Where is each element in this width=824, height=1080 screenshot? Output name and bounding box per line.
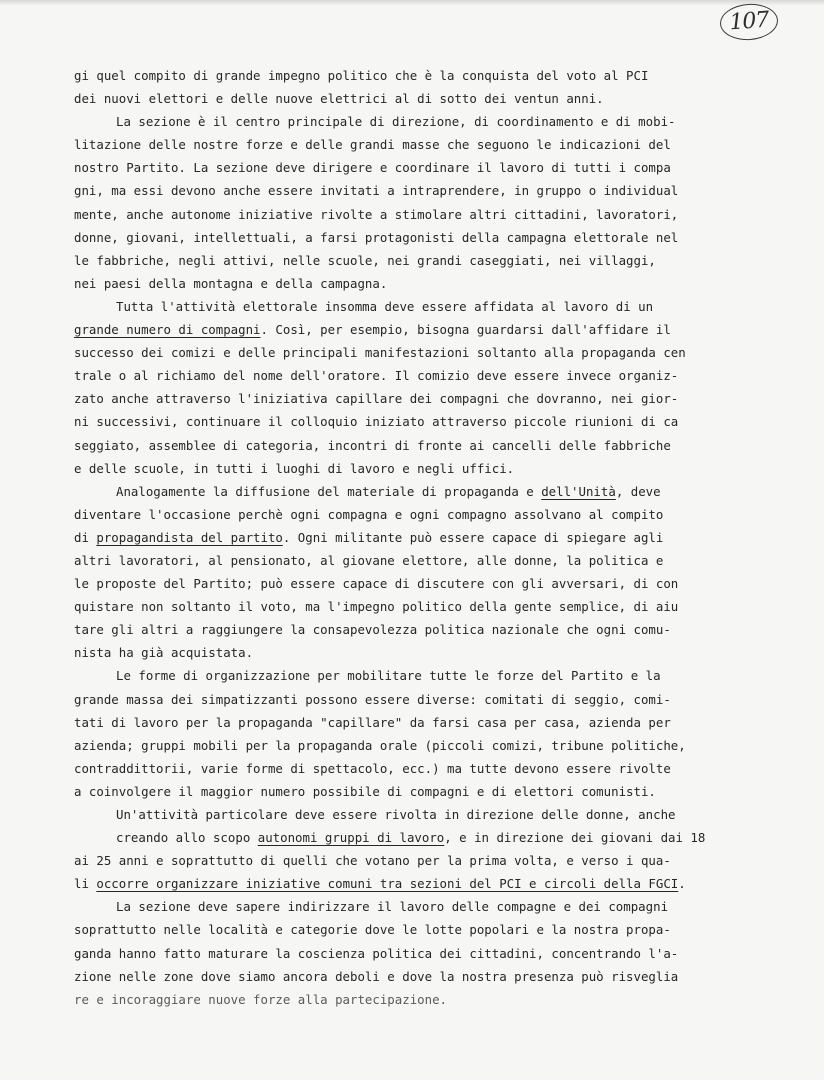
underlined-phrase: propagandista del partito: [96, 529, 283, 545]
line-text: .: [678, 876, 686, 892]
text-line: [74, 503, 764, 526]
text-line: [74, 364, 764, 387]
text-line: [74, 226, 764, 249]
line-text: litazione delle nostre forze e delle grandi masse che seguono le indicazioni del: [74, 137, 671, 153]
line-text: successo dei comizi e delle principali manifestazioni soltanto alla propaganda cen: [74, 345, 686, 361]
text-line: [74, 156, 764, 179]
text-line: [74, 688, 764, 711]
line-text: azienda; gruppi mobili per la propaganda orale (piccoli comizi, tribune politiche,: [74, 737, 686, 753]
line-text: creando allo scopo: [116, 830, 258, 846]
line-text: zione nelle zone dove siamo ancora deboli e dove la nostra presenza può risveglia: [74, 968, 679, 984]
text-line: [74, 942, 764, 965]
underlined-phrase: occorre organizzare iniziative comuni tra sezioni del PCI e circoli della FGCI: [96, 876, 679, 892]
line-text: La sezione è il centro principale di direzione, di coordinamento e di mobi-: [116, 114, 676, 130]
line-text: Analogamente la diffusione del materiale di propaganda e: [116, 483, 542, 499]
text-line: [74, 780, 764, 803]
page-number: 107: [719, 2, 779, 42]
text-line: [74, 179, 764, 202]
line-text: , deve: [615, 483, 661, 499]
text-line: [74, 203, 764, 226]
text-line: [74, 849, 764, 872]
line-text: nostro Partito. La sezione deve dirigere e coordinare il lavoro di tutti i compa: [74, 160, 671, 176]
page-top-edge: [0, 0, 824, 6]
text-line: [74, 249, 764, 272]
line-text: Tutta l'attività elettorale insomma deve essere affidata al lavoro di un: [116, 298, 654, 314]
line-text: ganda hanno fatto maturare la coscienza politica dei cittadini, concentrando l'a-: [74, 945, 679, 961]
line-text: ni successivi, continuare il colloquio iniziato attraverso piccole riunioni di ca: [74, 414, 679, 430]
text-line: [74, 734, 764, 757]
text-line: [74, 434, 764, 457]
text-line: [74, 133, 764, 156]
line-text: nista ha già acquistata.: [74, 645, 254, 661]
text-line: [74, 295, 764, 318]
text-line: [74, 618, 764, 641]
text-line: [74, 664, 764, 687]
line-text: . Così, per esempio, bisogna guardarsi dall'affidare il: [260, 322, 671, 338]
line-text: li: [74, 876, 97, 892]
text-line: [74, 965, 764, 988]
line-text: altri lavoratori, al pensionato, al giovane elettore, alle donne, la politica e: [74, 552, 664, 568]
line-text: gni, ma essi devono anche essere invitati a intraprendere, in gruppo o individual: [74, 183, 679, 199]
line-text: tare gli altri a raggiungere la consapevolezza politica nazionale che ogni comu-: [74, 622, 671, 638]
line-text: . Ogni militante può essere capace di spiegare agli: [282, 529, 664, 545]
text-line: [74, 318, 764, 341]
underlined-phrase: dell'Unità: [541, 483, 616, 499]
line-text: di: [74, 529, 97, 545]
line-text: donne, giovani, intellettuali, a farsi protagonisti della campagna elettorale nel: [74, 229, 679, 245]
text-line: [74, 826, 764, 849]
text-line: [74, 595, 764, 618]
text-line: [74, 895, 764, 918]
text-line: [74, 803, 764, 826]
text-line: [74, 341, 764, 364]
text-line: [74, 872, 764, 895]
text-line: [74, 526, 764, 549]
text-line: [74, 480, 764, 503]
line-text: a coinvolgere il maggior numero possibile di compagni e di elettori comunisti.: [74, 783, 656, 799]
line-text: grande massa dei simpatizzanti possono essere diverse: comitati di seggio, comi-: [74, 691, 671, 707]
line-text: gi quel compito di grande impegno politico che è la conquista del voto al PCI: [74, 68, 649, 83]
line-text: zato anche attraverso l'iniziativa capillare dei compagni che dovranno, nei gior-: [74, 391, 679, 407]
line-text: nei paesi della montagna e della campagna.: [74, 275, 388, 291]
line-text: re e incoraggiare nuove forze alla partecipazione.: [74, 991, 447, 1007]
line-text: , e in direzione dei giovani dai 18: [444, 830, 706, 846]
underlined-phrase: grande numero di compagni: [74, 322, 261, 338]
line-text: Un'attività particolare deve essere rivolta in direzione delle donne, anche: [116, 807, 676, 822]
text-line: [74, 572, 764, 595]
text-line: [74, 549, 764, 572]
line-text: trale o al richiamo del nome dell'oratore. Il comizio deve essere invece organiz-: [74, 368, 679, 384]
text-line: [74, 641, 764, 664]
line-text: e delle scuole, in tutti i luoghi di lavoro e negli uffici.: [74, 460, 515, 476]
underlined-phrase: autonomi gruppi di lavoro: [257, 830, 445, 846]
line-text: le proposte del Partito; può essere capace di discutere con gli avversari, di con: [74, 576, 679, 592]
line-text: seggiato, assemblee di categoria, incontri di fronte ai cancelli delle fabbriche: [74, 437, 671, 453]
text-line: [74, 64, 764, 87]
line-text: le fabbriche, negli attivi, nelle scuole, nei grandi caseggiati, nei villaggi,: [74, 252, 656, 268]
line-text: soprattutto nelle località e categorie dove le lotte popolari e la nostra propa-: [74, 922, 671, 938]
line-text: mente, anche autonome iniziative rivolte a stimolare altri cittadini, lavoratori,: [74, 206, 679, 222]
text-line: [74, 918, 764, 941]
text-line: [74, 387, 764, 410]
text-line: [74, 110, 764, 133]
line-text: contraddittorii, varie forme di spettacolo, ecc.) ma tutte devono essere rivolte: [74, 760, 671, 776]
body-text: [74, 64, 764, 1011]
text-line: [74, 988, 764, 1011]
text-line: [74, 457, 764, 480]
line-text: quistare non soltanto il voto, ma l'impegno politico della gente semplice, di aiu: [74, 599, 679, 615]
text-line: [74, 711, 764, 734]
line-text: La sezione deve sapere indirizzare il lavoro delle compagne e dei compagni: [116, 899, 669, 915]
line-text: tati di lavoro per la propaganda "capillare" da farsi casa per casa, azienda per: [74, 714, 671, 730]
text-line: [74, 272, 764, 295]
text-line: [74, 87, 764, 110]
line-text: Le forme di organizzazione per mobilitare tutte le forze del Partito e la: [116, 668, 661, 684]
line-text: diventare l'occasione perchè ogni compagna e ogni compagno assolvano al compito: [74, 506, 664, 522]
line-text: ai 25 anni e soprattutto di quelli che votano per la prima volta, e verso i qua-: [74, 853, 671, 869]
text-line: [74, 410, 764, 433]
line-text: dei nuovi elettori e delle nuove elettrici al di sotto dei ventun anni.: [74, 91, 604, 107]
text-line: [74, 757, 764, 780]
